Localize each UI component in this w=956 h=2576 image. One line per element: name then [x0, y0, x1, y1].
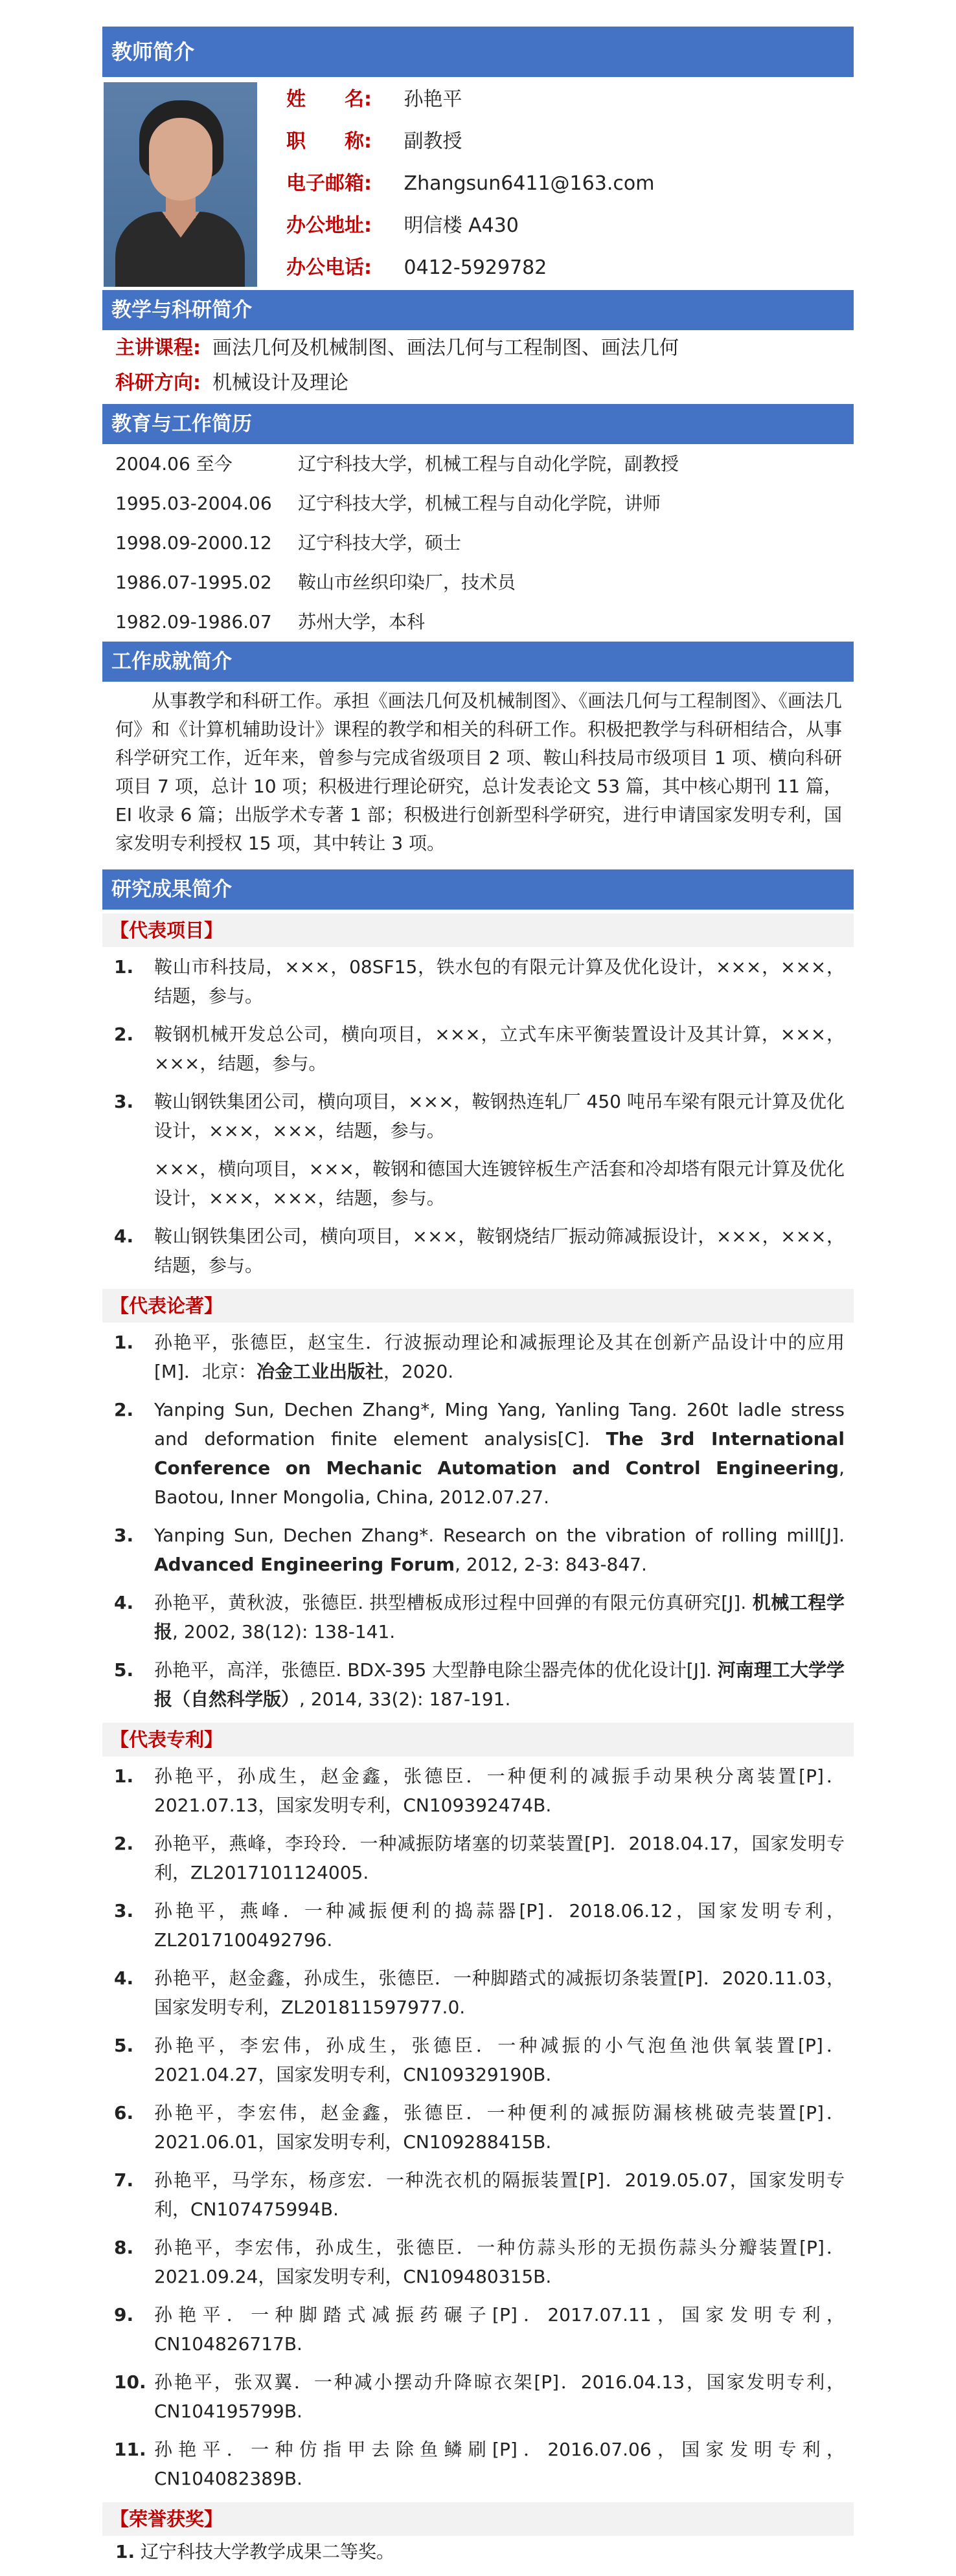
office-value: 明信楼 A430: [404, 214, 519, 237]
papers-category: 【代表论著】: [102, 1289, 854, 1323]
list-item: ×××，横向项目，×××，鞍钢和德国大连镀锌板生产活套和冷却塔有限元计算及优化设计，×××，×××，结题，参与。: [154, 1158, 845, 1209]
research-direction-row: [102, 365, 854, 404]
list-item: 5. 孙艳平，李宏伟，孙成生，张德臣．一种减振的小气泡鱼池供氧装置[P]．2021.04.27，国家发明专利，CN109329190B.: [114, 2035, 845, 2085]
research-direction-label: 科研方向:: [115, 372, 201, 394]
email-row: [286, 171, 654, 197]
portrait-photo: [104, 82, 257, 287]
patents-list: [102, 1762, 854, 2493]
list-item: 8. 孙艳平，李宏伟，孙成生，张德臣．一种仿蒜头形的无损伤蒜头分瓣装置[P]．2021.09.24，国家发明专利，CN109480315B.: [114, 2237, 845, 2287]
courses-label: 主讲课程:: [115, 337, 201, 359]
education-row: 1986.07-1995.02 鞍山市丝织印染厂，技术员: [115, 572, 516, 593]
education-list: [102, 444, 854, 642]
projects-category: 【代表项目】: [102, 913, 854, 947]
list-item: 10. 孙艳平，张双翼．一种减小摆动升降晾衣架[P]．2016.04.13，国家发明专利，CN104195799B.: [114, 2371, 845, 2422]
projects-list: [102, 952, 854, 1280]
courses-row: [102, 330, 854, 365]
list-item: 1. 孙艳平，张德臣，赵宝生．行波振动理论和减振理论及其在创新产品设计中的应用[M]．北京：冶金工业出版社，2020.: [114, 1332, 845, 1382]
list-item: 9. 孙艳平．一种脚踏式减振药碾子[P]．2017.07.11，国家发明专利，CN104826717B.: [114, 2304, 845, 2355]
profile-card: [102, 77, 854, 290]
courses-value: 画法几何及机械制图、画法几何与工程制图、画法几何: [212, 337, 679, 359]
list-item: 3. Yanping Sun, Dechen Zhang*. Research on the vibration of rolling mill[J]. Advanced Engineering Forum, 2012, 2-3: 843-847.: [114, 1525, 845, 1575]
list-item: 3. 鞍山钢铁集团公司，横向项目，×××，鞍钢热连轧厂 450 吨吊车梁有限元计算及优化设计，×××，×××，结题，参与。: [114, 1091, 845, 1141]
teaching-research-header: 教学与科研简介: [102, 290, 854, 330]
teacher-profile-page: [102, 27, 854, 2568]
education-header: 教育与工作简历: [102, 404, 854, 444]
email-label: 电子邮箱:: [286, 172, 372, 195]
research-direction-value: 机械设计及理论: [212, 372, 348, 394]
phone-row: [286, 255, 547, 281]
list-item: 4. 孙艳平，赵金鑫，孙成生，张德臣．一种脚踏式的减振切条装置[P]．2020.11.03，国家发明专利，ZL201811597977.0.: [114, 1967, 845, 2018]
title-value: 副教授: [404, 130, 462, 153]
list-item: 11. 孙艳平．一种仿指甲去除鱼鳞刷[P]．2016.07.06，国家发明专利，CN104082389B.: [114, 2439, 845, 2489]
name-label: 姓 名:: [286, 88, 372, 111]
list-item: 3. 孙艳平，燕峰．一种减振便利的捣蒜器[P]．2018.06.12，国家发明专利，ZL2017100492796.: [114, 1900, 845, 1951]
list-item: 6. 孙艳平，李宏伟，赵金鑫，张德臣．一种便利的减振防漏核桃破壳装置[P]．2021.06.01，国家发明专利，CN109288415B.: [114, 2102, 845, 2153]
list-item: 4. 鞍山钢铁集团公司，横向项目，×××，鞍钢烧结厂振动筛减振设计，×××，×××，结题，参与。: [114, 1226, 845, 1276]
list-item: 2. 鞍钢机械开发总公司，横向项目，×××，立式车床平衡装置设计及其计算，×××，×××，结题，参与。: [114, 1024, 845, 1074]
email-value[interactable]: Zhangsun6411@163.com: [404, 172, 655, 195]
list-item: 4. 孙艳平，黄秋波，张德臣. 拱型槽板成形过程中回弹的有限元仿真研究[J]. 机械工程学报, 2002, 38(12): 138-141.: [114, 1592, 845, 1642]
title-label: 职 称:: [286, 130, 372, 153]
list-item: 2. 孙艳平，燕峰，李玲玲．一种减振防堵塞的切菜装置[P]．2018.04.17，国家发明专利，ZL2017101124005.: [114, 1833, 845, 1883]
list-item: 7. 孙艳平，马学东，杨彦宏．一种洗衣机的隔振装置[P]．2019.05.07，国家发明专利，CN107475994B.: [114, 2169, 845, 2220]
phone-value: 0412-5929782: [404, 256, 547, 279]
education-row: 1995.03-2004.06 辽宁科技大学，机械工程与自动化学院，讲师: [115, 493, 661, 514]
phone-label: 办公电话:: [286, 256, 372, 279]
list-item: 1. 鞍山市科技局，×××，08SF15，铁水包的有限元计算及优化设计，×××，×××，结题，参与。: [114, 956, 845, 1007]
patents-category: 【代表专利】: [102, 1723, 854, 1756]
education-row: 1982.09-1986.07 苏州大学，本科: [115, 611, 426, 633]
office-label: 办公地址:: [286, 214, 372, 237]
education-row: 2004.06 至今 辽宁科技大学，机械工程与自动化学院，副教授: [115, 453, 679, 475]
list-item: 1. 孙艳平，孙成生，赵金鑫，张德臣．一种便利的减振手动果秧分离装置[P]．2021.07.13，国家发明专利，CN109392474B.: [114, 1765, 845, 1816]
title-row: [286, 129, 462, 155]
education-row: 1998.09-2000.12 辽宁科技大学，硕士: [115, 532, 462, 554]
research-results-header: 研究成果简介: [102, 869, 854, 910]
honor-item: 1. 辽宁科技大学教学成果二等奖。: [115, 2541, 395, 2562]
list-item: 2. Yanping Sun, Dechen Zhang*, Ming Yang, Yanling Tang. 260t ladle stress and deformation finite element analysis[C]. The 3rd International Conference on Mechanic Automation and Control Engineering, Baotou, Inner Mongolia, China, 2012.07.27.: [114, 1399, 845, 1508]
office-row: [286, 213, 519, 239]
achievements-header: 工作成就简介: [102, 642, 854, 682]
name-value: 孙艳平: [404, 88, 462, 111]
achievements-text: 从事教学和科研工作。承担《画法几何及机械制图》、《画法几何与工程制图》、《画法几何》和《计算机辅助设计》课程的教学和相关的科研工作。积极把教学与科研相结合，从事科学研究工作，近年来，曾参与完成省级项目 2 项、鞍山科技局市级项目 1 项、横向科研项目 7 项，总计 10 项；积极进行理论研究，总计发表论文 53 篇，其中核心期刊 11 篇，EI 收录 6 篇；出版学术专著 1 部；积极进行创新型科学研究，进行申请国家发明专利，国家发明专利授权 15 项，其中转让 3 项。: [115, 690, 842, 854]
name-row: [286, 87, 462, 113]
papers-list: [102, 1328, 854, 1714]
honors-category: 【荣誉获奖】: [102, 2502, 854, 2536]
list-item: 5. 孙艳平，高洋，张德臣. BDX-395 大型静电除尘器壳体的优化设计[J]. 河南理工大学学报（自然科学版）, 2014, 33(2): 187-191.: [114, 1659, 845, 1710]
teacher-intro-header: 教师简介: [102, 27, 854, 77]
